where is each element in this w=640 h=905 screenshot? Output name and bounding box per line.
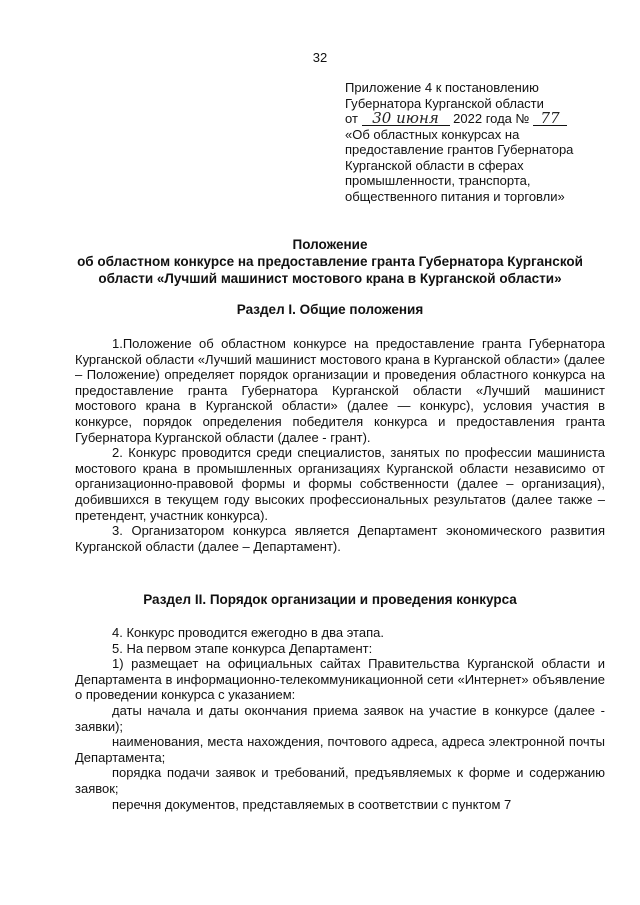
paragraph-2: 2. Конкурс проводится среди специалистов, занятых по профессии машиниста мостового крана в промышленных организациях Курганской области независимо от организационно-правовой формы и формы собственности (далее – организация), добившихся в текущем году высоких профессиональных результатов (далее также – претендент, участник конкурса).	[75, 445, 605, 523]
appendix-date-field	[362, 109, 450, 127]
appendix-line-4: «Об областных конкурсах на	[345, 126, 520, 142]
handwritten-number: 77	[540, 109, 560, 127]
document-title	[60, 236, 600, 287]
appendix-date-line	[345, 111, 615, 127]
paragraph-6: 1) размещает на официальных сайтах Правительства Курганской области и Департамента в информационно-телекоммуникационной сети «Интернет» объявление о проведении конкурса с указанием:	[75, 656, 605, 703]
appendix-number-field	[533, 109, 567, 127]
paragraph-10: перечня документов, представляемых в соответствии с пунктом 7	[112, 796, 512, 812]
appendix-line-8: общественного питания и торговли»	[345, 188, 565, 204]
page-number: 32	[312, 50, 328, 65]
appendix-line-5: предоставление грантов Губернатора	[345, 142, 574, 157]
section-2-heading: Раздел II. Порядок организации и проведения конкурса	[143, 592, 517, 607]
appendix-line-6: Курганской области в сферах	[345, 157, 524, 173]
appendix-from: от	[345, 111, 358, 126]
paragraph-8: наименования, места нахождения, почтового адреса, адреса электронной почты Департамента;	[75, 734, 605, 765]
appendix-year: 2022 года №	[453, 111, 530, 126]
paragraph-4: 4. Конкурс проводится ежегодно в два этапа.	[112, 625, 384, 640]
title-line-1: Положение	[292, 237, 368, 252]
paragraph-1: 1.Положение об областном конкурсе на предоставление гранта Губернатора Курганской области «Лучший машинист мостового крана в Курганской области» (далее – Положение) определяет порядок организации и проведения областного конкурса на предоставление гранта Губернатора Курганской области «Лучший машинист мостового крана в Курганской области» (далее — конкурс), условия участия в конкурсе, порядок определения победителя конкурса и предоставления гранта Губернатора Курганской области (далее - грант).	[75, 336, 605, 445]
paragraph-3: 3. Организатором конкурса является Департамент экономического развития Курганской области (далее – Департамент).	[75, 523, 605, 554]
section-1-heading: Раздел I. Общие положения	[236, 302, 424, 317]
section-2-body	[75, 625, 605, 812]
handwritten-date: 30 июня	[372, 109, 439, 127]
appendix-line-1: Приложение 4 к постановлению	[345, 80, 539, 95]
section-1-body	[75, 336, 605, 554]
paragraph-5: 5. На первом этапе конкурса Департамент:	[112, 640, 373, 656]
paragraph-7: даты начала и даты окончания приема заявок на участие в конкурсе (далее - заявки);	[75, 702, 605, 734]
title-line-3: области «Лучший машинист мостового крана в Курганской области»	[98, 271, 562, 286]
title-line-2: об областном конкурсе на предоставление гранта Губернатора Курганской	[77, 254, 583, 269]
paragraph-9: порядка подачи заявок и требований, предъявляемых к форме и содержанию заявок;	[75, 765, 605, 796]
appendix-line-7: промышленности, транспорта,	[345, 173, 531, 188]
appendix-block	[345, 80, 615, 204]
appendix-line-2: Губернатора Курганской области	[345, 95, 544, 111]
